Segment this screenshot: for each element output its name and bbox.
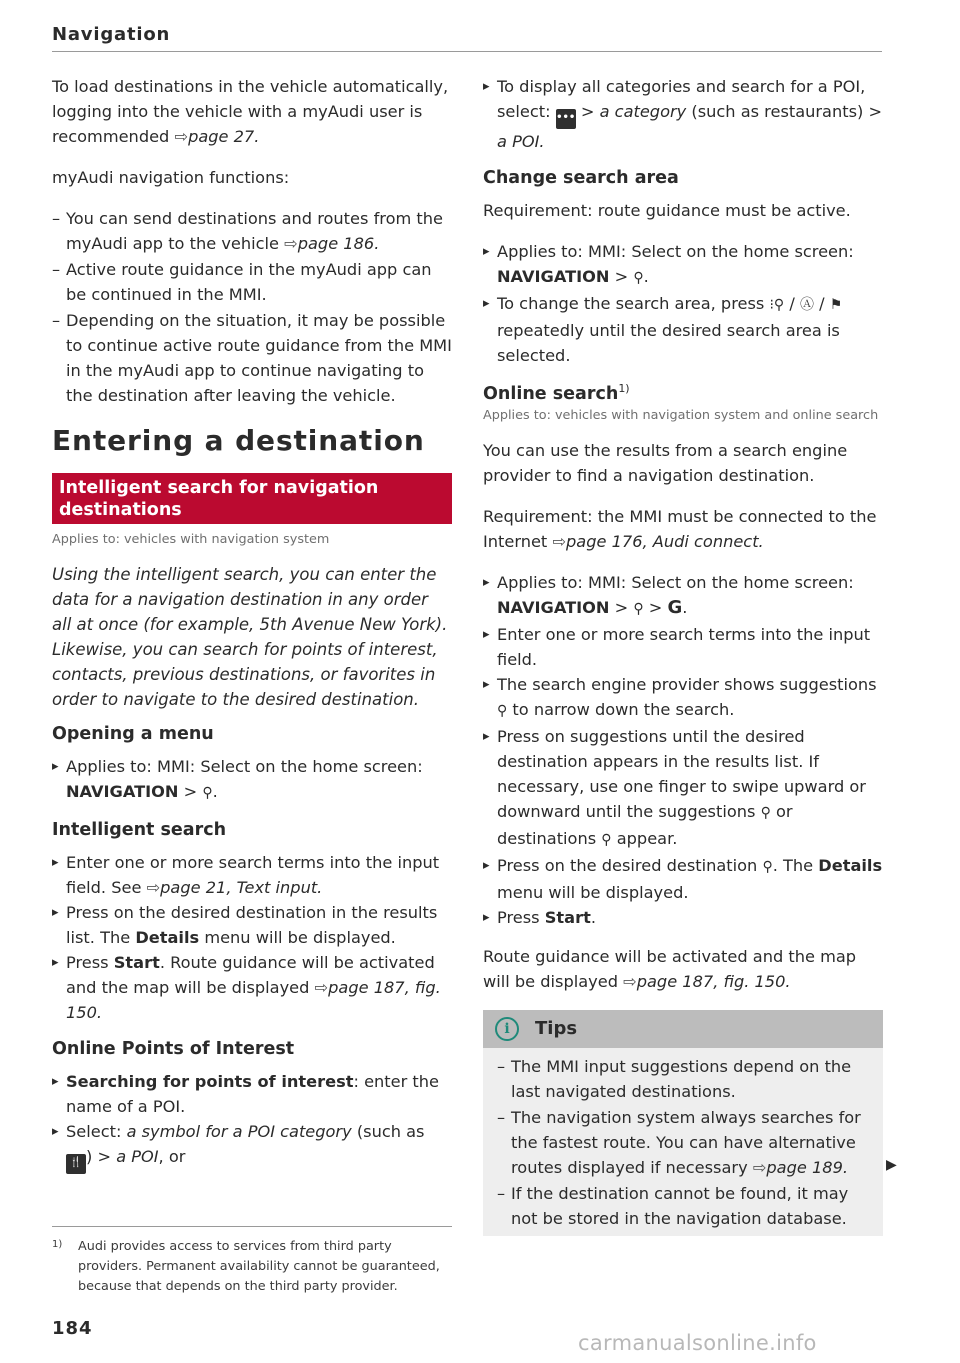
step-item: ▸ Enter one or more search terms into the input field. See ⇨page 21, Text input. bbox=[52, 850, 452, 900]
arrow-ref-icon: ⇨ bbox=[623, 971, 637, 991]
poi-category-steps bbox=[483, 74, 883, 154]
intelligent-search-steps bbox=[52, 850, 452, 1025]
header-title: Navigation bbox=[52, 24, 171, 45]
suggestion-icon: ⚲ bbox=[497, 702, 508, 719]
functions-list bbox=[52, 206, 452, 408]
suggestion-icon: ⚲ bbox=[760, 804, 771, 821]
subsection-banner: Intelligent search for navigation destinations bbox=[52, 473, 452, 524]
step-item: ▸ Applies to: MMI: Select on the home screen: NAVIGATION > ⚲. bbox=[52, 754, 452, 806]
step-item: ▸ Press on the desired destination in the results list. The Details menu will be displayed. bbox=[52, 900, 452, 950]
footnote-mark: 1) bbox=[52, 1239, 63, 1250]
step-item: ▸ Enter one or more search terms into the input field. bbox=[483, 622, 883, 672]
arrow-ref-icon: ⇨ bbox=[284, 234, 298, 253]
destination-flag-icon: ⚑ bbox=[829, 297, 843, 313]
footnote-divider bbox=[52, 1226, 452, 1227]
destination-pin-icon: ⚲ bbox=[762, 858, 773, 875]
google-icon: G bbox=[667, 596, 683, 618]
heading-online-poi: Online Points of Interest bbox=[52, 1039, 295, 1059]
applies-note: Applies to: vehicles with navigation system and online search bbox=[483, 407, 879, 423]
step-item: ▸ Press Start. bbox=[483, 905, 883, 930]
menu-steps bbox=[52, 754, 452, 806]
tips-title: Tips bbox=[535, 1018, 578, 1040]
step-item: ▸ Press on suggestions until the desired destination appears in the results list. If necessary, use one finger to swipe upward or downward until the suggestions ⚲ or destinations ⚲ appear. bbox=[483, 724, 883, 853]
paragraph-myaudi-login: To load destinations in the vehicle automatically, logging into the vehicle with a myAudi user is recommended ⇨page 27. bbox=[52, 77, 449, 146]
list-item: – If the destination cannot be found, it may not be stored in the navigation database. bbox=[497, 1181, 871, 1231]
applies-note: Applies to: vehicles with navigation system bbox=[52, 532, 330, 547]
left-column bbox=[52, 74, 452, 1188]
page-link[interactable]: page 187, fig. 150. bbox=[636, 971, 791, 991]
online-search-steps bbox=[483, 570, 883, 930]
location-nearby-icon: ⁝⚲ bbox=[769, 297, 785, 313]
list-item: – The navigation system always searches for the fastest route. You can have alternative routes displayed if necessary ⇨page 189. bbox=[497, 1105, 871, 1180]
page-link[interactable]: page 27. bbox=[188, 127, 260, 146]
page-link[interactable]: page 187, fig. 150. bbox=[66, 978, 441, 1022]
search-icon: ⚲ bbox=[633, 600, 644, 617]
heading-change-search-area: Change search area bbox=[483, 168, 679, 188]
tips-box bbox=[483, 1010, 883, 1236]
step-item: ▸ To change the search area, press ⁝⚲ / Ⓐ / ⚑ repeatedly until the desired search area is selected. bbox=[483, 291, 883, 368]
page-link[interactable]: page 186. bbox=[297, 234, 380, 253]
vehicle-position-icon: Ⓐ bbox=[799, 297, 814, 313]
restaurant-icon: 🍴 bbox=[66, 1154, 86, 1174]
list-item: – Depending on the situation, it may be possible to continue active route guidance from the MMI in the myAudi app to continue navigating to the destination after leaving the vehicle. bbox=[52, 308, 452, 408]
change-area-steps bbox=[483, 239, 883, 368]
arrow-ref-icon: ⇨ bbox=[174, 127, 189, 146]
page-link[interactable]: page 21, Text input. bbox=[160, 878, 323, 897]
list-item: – Active route guidance in the myAudi app can be continued in the MMI. bbox=[52, 257, 452, 307]
paragraph-online: You can use the results from a search engine provider to find a navigation destination. bbox=[483, 440, 848, 485]
paragraph-functions: myAudi navigation functions: bbox=[52, 168, 290, 187]
step-item: ▸ Applies to: MMI: Select on the home screen: NAVIGATION > ⚲. bbox=[483, 239, 883, 291]
heading-intelligent-search: Intelligent search bbox=[52, 820, 227, 840]
requirement: Requirement: route guidance must be active. bbox=[483, 201, 851, 220]
list-item: – You can send destinations and routes from the myAudi app to the vehicle ⇨page 186. bbox=[52, 206, 452, 256]
paragraph-route: Route guidance will be activated and the map will be displayed ⇨page 187, fig. 150. bbox=[483, 946, 857, 991]
step-item: ▸ To display all categories and search for a POI, select: ••• > a category (such as restaurants) > a POI. bbox=[483, 74, 883, 154]
destination-pin-icon: ⚲ bbox=[601, 831, 612, 848]
tips-header bbox=[483, 1010, 883, 1048]
heading-opening-menu: Opening a menu bbox=[52, 724, 214, 744]
intro-paragraph: Using the intelligent search, you can enter the data for a navigation destination in any order all at once (for example, 5th Avenue New York). Likewise, you can search for points of interest, contacts, previous destinations, or favorites in order to navigate to the desired destination. bbox=[52, 565, 448, 709]
step-item: ▸ Select: a symbol for a POI category (such as 🍴 ) > a POI, or bbox=[52, 1119, 452, 1174]
list-item: – The MMI input suggestions depend on the last navigated destinations. bbox=[497, 1054, 871, 1104]
page-header bbox=[52, 24, 882, 52]
online-poi-steps bbox=[52, 1069, 452, 1174]
step-item: ▸ The search engine provider shows suggestions ⚲ to narrow down the search. bbox=[483, 672, 883, 724]
arrow-ref-icon: ⇨ bbox=[146, 878, 161, 897]
continue-arrow-icon: ▶ bbox=[886, 1157, 897, 1173]
page-link[interactable]: page 189. bbox=[766, 1157, 849, 1177]
page-number: 184 bbox=[52, 1318, 93, 1339]
step-item: ▸ Press on the desired destination ⚲. The Details menu will be displayed. bbox=[483, 853, 883, 905]
arrow-ref-icon: ⇨ bbox=[314, 978, 329, 997]
tips-body bbox=[483, 1048, 883, 1236]
footnote: 1) Audi provides access to services from third party providers. Permanent availability cannot be guaranteed, because that depends on the third party provider. bbox=[52, 1237, 452, 1297]
tips-list bbox=[497, 1054, 871, 1231]
requirement: Requirement: the MMI must be connected to the Internet ⇨page 176, Audi connect. bbox=[483, 506, 877, 551]
search-icon: ⚲ bbox=[202, 785, 213, 801]
arrow-ref-icon: ⇨ bbox=[552, 531, 567, 551]
info-icon: i bbox=[495, 1017, 519, 1041]
arrow-ref-icon: ⇨ bbox=[752, 1157, 767, 1177]
step-item: ▸ Searching for points of interest: enter the name of a POI. bbox=[52, 1069, 452, 1119]
more-icon: ••• bbox=[556, 109, 576, 129]
right-column bbox=[483, 74, 883, 1236]
heading-online-search: Online search$^{1)}$ bbox=[483, 382, 630, 404]
page-link[interactable]: page 176, Audi connect. bbox=[566, 531, 764, 551]
search-icon: ⚲ bbox=[633, 270, 644, 286]
watermark: carmanualsonline.info bbox=[578, 1331, 817, 1355]
step-item: ▸ Applies to: MMI: Select on the home screen: NAVIGATION > ⚲ > G. bbox=[483, 570, 883, 622]
step-item: ▸ Press Start. Route guidance will be activated and the map will be displayed ⇨page 187, fig. 150. bbox=[52, 950, 452, 1025]
section-title: Entering a destination bbox=[52, 424, 425, 457]
